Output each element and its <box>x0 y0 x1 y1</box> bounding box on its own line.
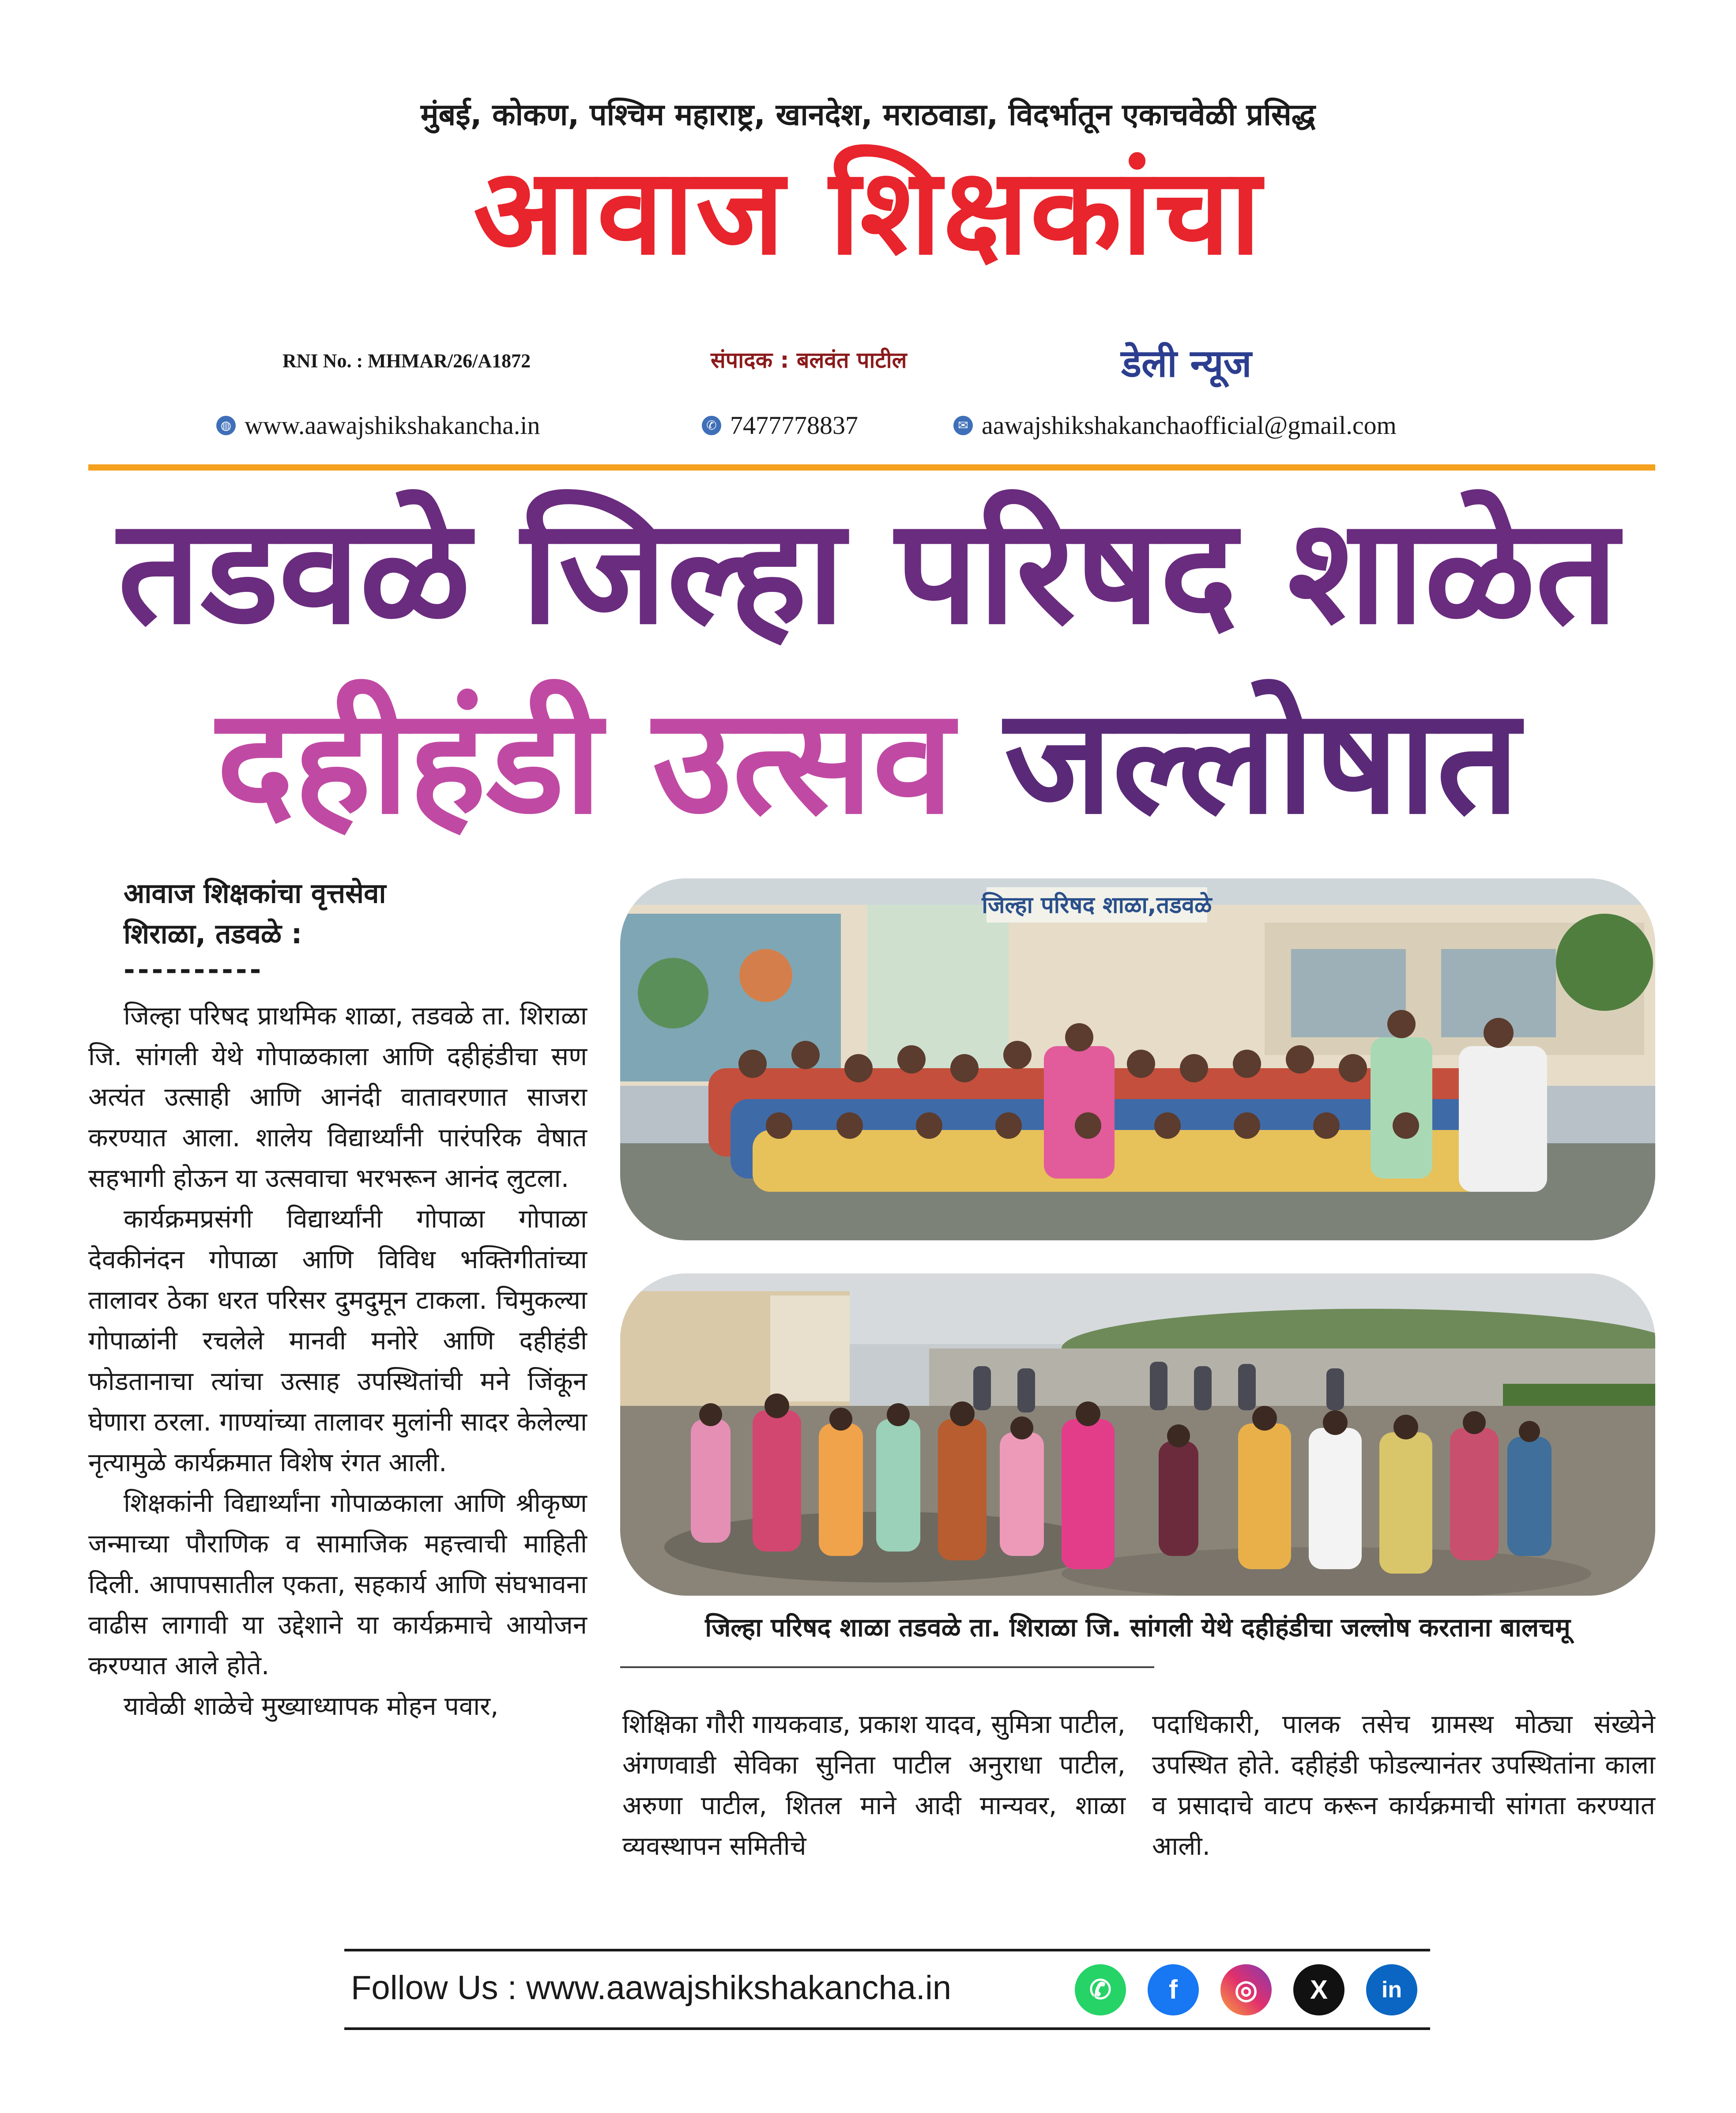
paragraph: शिक्षकांनी विद्यार्थ्यांना गोपाळकाला आणि श्रीकृष्ण जन्माच्या पौराणिक व सामाजिक महत्त्वाची माहिती दिली. आपापसातील एकता, सहकार्य आणि संघभावना वाढीस लागावी या उद्देशाने या कार्यक्रमाचे आयोजन करण्यात आले होते. <box>88 1488 587 1680</box>
footer-bottom-rule <box>344 2027 1430 2030</box>
linkedin-icon[interactable]: in <box>1366 1964 1417 2015</box>
separator: ---------- <box>124 953 264 986</box>
x-icon[interactable]: X <box>1293 1964 1344 2015</box>
phone-contact[interactable] <box>702 411 858 440</box>
edition-label: डेली न्यूज <box>1121 342 1252 386</box>
article-column-3 <box>1152 1704 1655 1866</box>
headline-tail: जल्लोषात <box>1004 677 1520 846</box>
editor-name: संपादक : बलवंत पाटील <box>711 347 907 373</box>
instagram-icon[interactable]: ◎ <box>1220 1964 1272 2015</box>
email-contact[interactable] <box>953 411 1397 440</box>
dance-photo <box>620 1273 1655 1596</box>
headline-highlight: दहीहंडी उत्सव <box>216 677 954 846</box>
email-address[interactable]: aawajshikshakanchaofficial@gmail.com <box>982 411 1397 440</box>
paragraph: पदाधिकारी, पालक तसेच ग्रामस्थ मोठ्या संख्येने उपस्थित होते. दहीहंडी फोडल्यानंतर उपस्थितांना काला व प्रसादाचे वाटप करून कार्यक्रमाची सांगता करण्यात आली. <box>1152 1709 1655 1861</box>
article-column-1 <box>88 995 587 1726</box>
newspaper-title: आवाज शिक्षकांचा <box>473 142 1263 281</box>
news-place: शिराळा, तडवळे : <box>124 918 302 950</box>
paragraph: कार्यक्रमप्रसंगी विद्यार्थ्यांनी गोपाळा गोपाळा देवकीनंदन गोपाळा आणि विविध भक्तिगीतांच्या तालावर ठेका धरत परिसर दुमदुमून टाकला. चिमुकल्या गोपाळांनी रचलेले मानवी मनोरे आणि दहीहंडी फोडतानाचा त्यांचा उत्साह उपस्थितांची मने जिंकून घेणारा ठरला. गाण्यांच्या तालावर मुलांनी सादर केलेल्या नृत्यामुळे कार्यक्रमात विशेष रंगत आली. <box>88 1204 587 1477</box>
paragraph: शिक्षिका गौरी गायकवाड, प्रकाश यादव, सुमित्रा पाटील, अंगणवाडी सेविका सुनिता पाटील अनुराधा पाटील, अरुणा पाटील, शितल माने आदी मान्यवर, शाळा व्यवस्थापन समितीचे <box>622 1709 1126 1861</box>
phone-icon: ✆ <box>702 416 721 435</box>
whatsapp-icon[interactable]: ✆ <box>1075 1964 1126 2015</box>
mail-icon: ✉ <box>953 416 973 435</box>
rni-number: RNI No. : MHMAR/26/A1872 <box>282 350 531 372</box>
photo-caption: जिल्हा परिषद शाळा तडवळे ता. शिराळा जि. सांगली येथे दहीहंडीचा जल्लोष करताना बालचमू <box>705 1612 1570 1642</box>
caption-divider <box>620 1666 1154 1668</box>
paragraph: यावेळी शाळेचे मुख्याध्यापक मोहन पवार, <box>124 1691 499 1721</box>
headline-line-1: तडवळे जिल्हा परिषद शाळेत <box>117 487 1619 656</box>
phone-number[interactable]: 7477778837 <box>730 411 858 440</box>
news-source: आवाज शिक्षकांचा वृत्तसेवा <box>124 877 386 909</box>
globe-icon: ◍ <box>216 416 236 435</box>
school-sign-text: जिल्हा परिषद शाळा,तडवळे <box>982 892 1212 919</box>
paragraph: जिल्हा परिषद प्राथमिक शाळा, तडवळे ता. शिराळा जि. सांगली येथे गोपाळकाला आणि दहीहंडीचा सण अत्यंत उत्साही आणि आनंदी वातावरणात साजरा करण्यात आला. शालेय विद्यार्थ्यांनी पारंपरिक वेषात सहभागी होऊन या उत्सवाचा भरभरून आनंद लुटला. <box>88 1001 587 1193</box>
follow-us-link[interactable]: Follow Us : www.aawajshikshakancha.in <box>351 1969 952 2007</box>
dateline <box>124 873 386 954</box>
facebook-icon[interactable]: f <box>1148 1964 1199 2015</box>
masthead-tagline: मुंबई, कोकण, पश्चिम महाराष्ट्र, खानदेश, मराठवाडा, विदर्भातून एकाचवेळी प्रसिद्ध <box>420 98 1316 132</box>
website-link[interactable]: www.aawajshikshakancha.in <box>245 411 540 440</box>
article-column-2 <box>622 1704 1126 1866</box>
headline-line-2 <box>0 677 1736 846</box>
masthead-divider <box>88 464 1655 471</box>
website-contact[interactable] <box>216 411 540 440</box>
footer-top-rule <box>344 1949 1430 1951</box>
group-photo <box>620 878 1655 1240</box>
